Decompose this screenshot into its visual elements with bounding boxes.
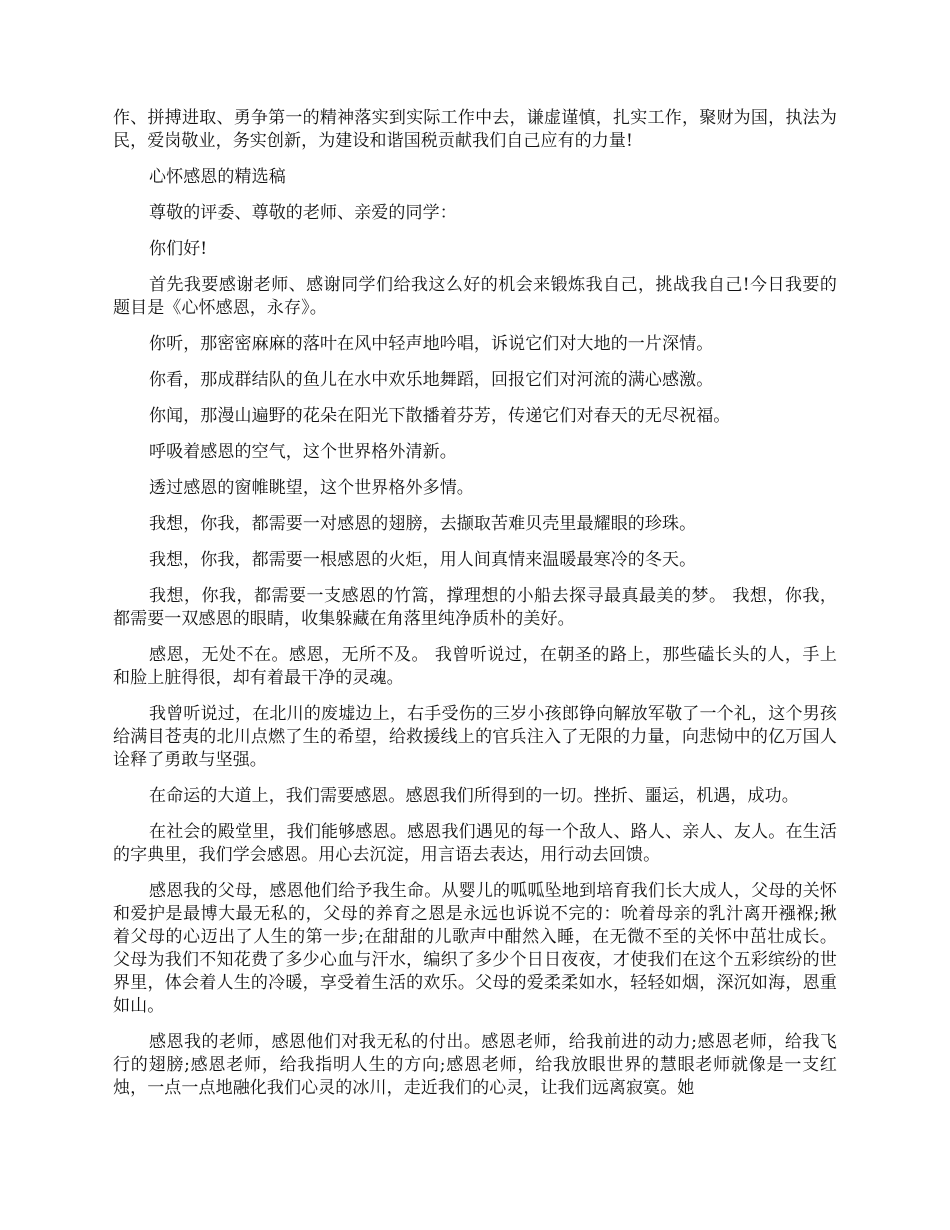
- paragraph: 在命运的大道上，我们需要感恩。感恩我们所得到的一切。挫折、噩运，机遇，成功。: [149, 786, 799, 806]
- paragraph: 感恩我的父母，感恩他们给予我生命。从婴儿的呱呱坠地到培育我们长大成人，父母的关怀和爱护是最博大最无私的，父母的养育之恩是永远也诉说不完的：吮着母亲的乳汁离开襁褓;揪着父母的心迈出了人生的第一步;在甜甜的儿歌声中酣然入睡，在无微不至的关怀中茁壮成长。父母为我们不知花费了多少心血与汗水，编织了多少个日日夜夜，才使我们在这个五彩缤纷的世界里，体会着人生的冷暖，享受着生活的欢乐。父母的爱柔柔如水，轻轻如烟，深沉如海，恩重如山。: [113, 881, 837, 1016]
- paragraph-continued: 作、拼搏进取、勇争第一的精神落实到实际工作中去，谦虚谨慎，扎实工作，聚财为国，执法为民，爱岗敬业，务实创新，为建设和谐国税贡献我们自己应有的力量!: [113, 108, 837, 151]
- paragraph: 你听，那密密麻麻的落叶在风中轻声地吟唱，诉说它们对大地的一片深情。: [149, 334, 714, 354]
- salutation: 尊敬的评委、尊敬的老师、亲爱的同学：: [149, 203, 457, 223]
- paragraph: 呼吸着感恩的空气，这个世界格外清新。: [149, 442, 457, 462]
- paragraph: 在社会的殿堂里，我们能够感恩。感恩我们遇见的每一个敌人、路人、亲人、友人。在生活的字典里，我们学会感恩。用心去沉淀，用言语去表达，用行动去回馈。: [113, 822, 837, 865]
- paragraph: 我想，你我，都需要一对感恩的翅膀，去撷取苦难贝壳里最耀眼的珍珠。: [149, 514, 697, 534]
- paragraph: 我想，你我，都需要一根感恩的火炬，用人间真情来温暖最寒冷的冬天。: [149, 550, 697, 570]
- paragraph: 感恩我的老师，感恩他们对我无私的付出。感恩老师，给我前进的动力;感恩老师，给我飞行的翅膀;感恩老师，给我指明人生的方向;感恩老师，给我放眼世界的慧眼老师就像是一支红烛，一点一点地融化我们心灵的冰川，走近我们的心灵，让我们远离寂寞。她: [113, 1032, 837, 1098]
- paragraph: 感恩，无处不在。感恩，无所不及。 我曾听说过，在朝圣的路上，那些磕长头的人，手上和脸上脏得很，却有着最干净的灵魂。: [113, 645, 837, 688]
- greeting: 你们好!: [149, 239, 208, 259]
- paragraph: 透过感恩的窗帷眺望，这个世界格外多情。: [149, 478, 474, 498]
- section-title: 心怀感恩的精选稿: [149, 167, 286, 187]
- paragraph: 你看，那成群结队的鱼儿在水中欢乐地舞蹈，回报它们对河流的满心感激。: [149, 370, 714, 390]
- paragraph: 你闻，那漫山遍野的花朵在阳光下散播着芬芳，传递它们对春天的无尽祝福。: [149, 406, 731, 426]
- paragraph: 首先我要感谢老师、感谢同学们给我这么好的机会来锻炼我自己，挑战我自己!今日我要的题目是《心怀感恩，永存》。: [113, 275, 837, 318]
- document-body: [113, 107, 837, 1113]
- paragraph: 我想，你我，都需要一支感恩的竹篙，撑理想的小船去探寻最真最美的梦。 我想，你我，都需要一双感恩的眼睛，收集躲藏在角落里纯净质朴的美好。: [113, 586, 837, 629]
- paragraph: 我曾听说过，在北川的废墟边上，右手受伤的三岁小孩郎铮向解放军敬了一个礼，这个男孩给满目苍夷的北川点燃了生的希望，给救援线上的官兵注入了无限的力量，向悲恸中的亿万国人诠释了勇敢与坚强。: [113, 704, 837, 770]
